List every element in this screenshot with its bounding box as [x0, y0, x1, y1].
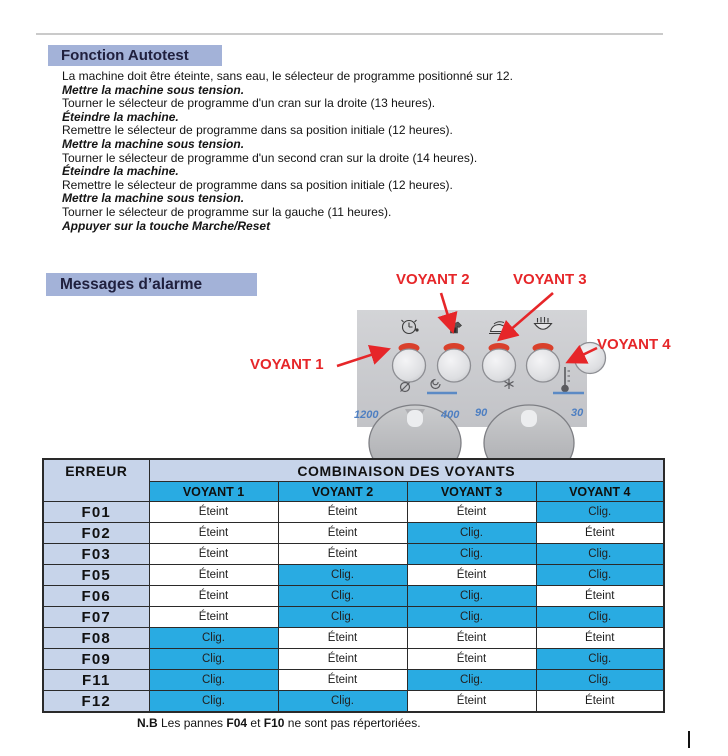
table-row — [43, 544, 664, 565]
instruction-line: Mettre la machine sous tension. — [62, 136, 245, 151]
instruction-line: Appuyer sur la touche Marche/Reset — [62, 218, 271, 233]
voyant-state-cell: Éteint — [536, 586, 664, 607]
instruction-line: Éteindre la machine. — [62, 164, 179, 179]
table-row — [43, 628, 664, 649]
error-code-cell: F01 — [43, 502, 149, 523]
error-table-body — [43, 502, 664, 713]
voyant-state-cell: Éteint — [149, 565, 278, 586]
table-row — [43, 586, 664, 607]
dial-value-90: 90 — [475, 407, 488, 419]
instruction-line: Mettre la machine sous tension. — [62, 191, 245, 206]
voyant-state-cell: Éteint — [536, 628, 664, 649]
note-segment: Les pannes — [157, 716, 227, 730]
voyant-state-cell: Clig. — [149, 691, 278, 713]
voyant-4-label: VOYANT 4 — [597, 336, 671, 353]
nb-note — [137, 716, 421, 730]
voyant-state-cell: Éteint — [149, 607, 278, 628]
voyant-state-cell: Éteint — [536, 691, 664, 713]
voyant-state-cell: Clig. — [407, 607, 536, 628]
table-row — [43, 691, 664, 713]
autotest-instructions — [62, 70, 642, 233]
section-header-alarmes — [46, 273, 257, 296]
erreur-header: ERREUR — [43, 459, 149, 502]
section-title-alarmes: Messages d’alarme — [60, 275, 203, 293]
text-cursor — [688, 731, 690, 748]
voyant-state-cell: Éteint — [278, 544, 407, 565]
voyant-state-cell: Clig. — [149, 670, 278, 691]
combinaison-header: COMBINAISON DES VOYANTS — [149, 459, 664, 482]
voyant-state-cell: Clig. — [407, 523, 536, 544]
voyant-state-cell: Éteint — [149, 586, 278, 607]
voyant-state-cell: Éteint — [149, 502, 278, 523]
voyant-state-cell: Éteint — [149, 544, 278, 565]
instruction-line: Tourner le sélecteur de programme d'un cran sur la droite (13 heures). — [62, 96, 436, 111]
table-row — [43, 607, 664, 628]
instruction-line: La machine doit être éteinte, sans eau, le sélecteur de programme positionné sur 12. — [62, 69, 513, 83]
voyant-state-cell: Clig. — [278, 586, 407, 607]
voyant-state-cell: Éteint — [278, 502, 407, 523]
voyant-column-header: VOYANT 3 — [407, 482, 536, 502]
error-code-cell: F12 — [43, 691, 149, 713]
voyant-state-cell: Éteint — [407, 502, 536, 523]
voyant-state-cell: Clig. — [149, 649, 278, 670]
note-segment: F10 — [263, 716, 285, 730]
error-code-cell: F11 — [43, 670, 149, 691]
instruction-line: Mettre la machine sous tension. — [62, 82, 245, 97]
control-panel-photo — [354, 310, 587, 427]
error-code-cell: F02 — [43, 523, 149, 544]
voyant-state-cell: Clig. — [407, 544, 536, 565]
note-segment: ne sont pas répertoriées. — [284, 716, 421, 730]
voyant-state-cell: Éteint — [407, 649, 536, 670]
error-code-cell: F07 — [43, 607, 149, 628]
note-segment: N.B — [137, 716, 158, 730]
voyant-state-cell: Éteint — [536, 523, 664, 544]
section-title-autotest: Fonction Autotest — [61, 47, 189, 64]
table-row — [43, 649, 664, 670]
voyant-state-cell: Clig. — [536, 502, 664, 523]
voyant-state-cell: Clig. — [407, 670, 536, 691]
voyant-state-cell: Éteint — [278, 670, 407, 691]
voyant-state-cell: Clig. — [536, 565, 664, 586]
panel-button-3 — [483, 349, 516, 382]
instruction-line: Tourner le sélecteur de programme d'un second cran sur la droite (14 heures). — [62, 150, 478, 165]
instruction-line: Tourner le sélecteur de programme sur la gauche (11 heures). — [62, 204, 392, 219]
voyant-column-header: VOYANT 2 — [278, 482, 407, 502]
voyant-state-cell: Clig. — [278, 607, 407, 628]
error-code-cell: F05 — [43, 565, 149, 586]
table-row — [43, 502, 664, 523]
instruction-line: Éteindre la machine. — [62, 109, 179, 124]
error-table — [42, 458, 665, 713]
error-code-cell: F06 — [43, 586, 149, 607]
dial-value-30: 30 — [571, 407, 584, 419]
top-divider — [36, 33, 663, 35]
table-row — [43, 565, 664, 586]
error-code-cell: F03 — [43, 544, 149, 565]
voyant-state-cell: Clig. — [278, 691, 407, 713]
voyant-state-cell: Clig. — [536, 607, 664, 628]
panel-button-2 — [438, 349, 471, 382]
voyant-state-cell: Éteint — [278, 649, 407, 670]
control-panel-illustration — [354, 310, 587, 427]
panel-button-4 — [527, 349, 560, 382]
voyant-state-cell: Éteint — [407, 565, 536, 586]
voyant-state-cell: Clig. — [536, 670, 664, 691]
dial-value-1200: 1200 — [354, 409, 379, 421]
voyant-1-label: VOYANT 1 — [250, 356, 324, 373]
voyant-state-cell: Clig. — [536, 649, 664, 670]
note-segment: F04 — [226, 716, 248, 730]
voyant-3-label: VOYANT 3 — [513, 271, 587, 288]
panel-button-1 — [393, 349, 426, 382]
voyant-state-cell: Clig. — [149, 628, 278, 649]
note-segment: et — [247, 716, 264, 730]
instruction-line: Remettre le sélecteur de programme dans sa position initiale (12 heures). — [62, 177, 453, 192]
error-code-cell: F08 — [43, 628, 149, 649]
voyant-state-cell: Éteint — [278, 523, 407, 544]
voyant-state-cell: Clig. — [407, 586, 536, 607]
voyant-state-cell: Clig. — [278, 565, 407, 586]
voyant-state-cell: Clig. — [536, 544, 664, 565]
voyant-column-header: VOYANT 1 — [149, 482, 278, 502]
voyant-2-label: VOYANT 2 — [396, 271, 470, 288]
voyant-state-cell: Éteint — [407, 691, 536, 713]
error-code-cell: F09 — [43, 649, 149, 670]
voyant-column-header: VOYANT 4 — [536, 482, 664, 502]
instruction-line: Remettre le sélecteur de programme dans sa position initiale (12 heures). — [62, 123, 453, 138]
voyant-state-cell: Éteint — [407, 628, 536, 649]
table-row — [43, 523, 664, 544]
voyant-state-cell: Éteint — [278, 628, 407, 649]
section-header-autotest — [48, 45, 222, 66]
table-row — [43, 670, 664, 691]
voyant-state-cell: Éteint — [149, 523, 278, 544]
dial-value-400: 400 — [441, 409, 460, 421]
